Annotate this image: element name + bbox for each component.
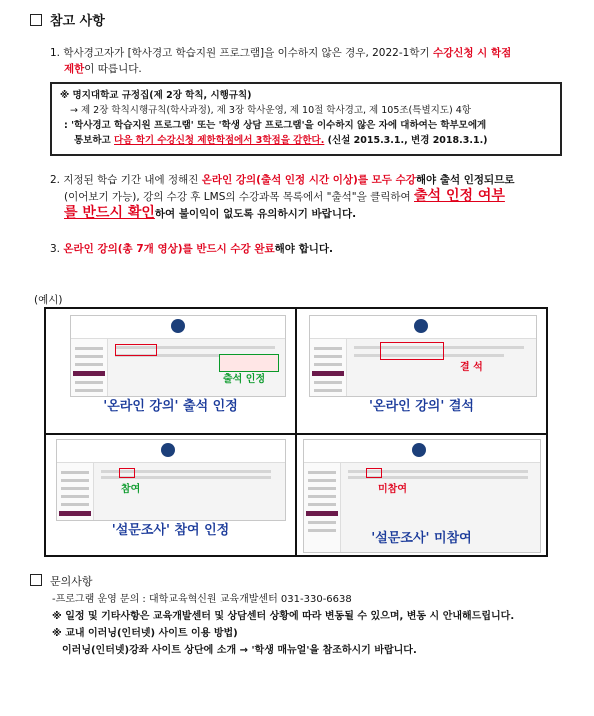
example-screenshot-grid [44, 307, 548, 557]
item-3: 3. 온라인 강의(총 7개 영상)를 반드시 수강 완료해야 합니다. [50, 243, 334, 255]
section-title-contact: 문의사항 [30, 573, 93, 589]
caption-survey-done: '설문조사' 참여 인정 [111, 523, 230, 538]
contact-line-2: ※ 일정 및 기타사항은 교육개발센터 및 상담센터 상황에 따라 변동될 수 있으며, 변동 시 안내해드립니다. [52, 611, 515, 622]
contact-info [52, 591, 582, 659]
item-1: 1. 학사경고자가 [학사경고 학습지원 프로그램]을 이수하지 않은 경우, 2022-1학기 수강신청 시 학점 제한이 따릅니다. [50, 47, 512, 75]
item-2: 2. 지정된 학습 기간 내에 정해진 온라인 강의(출석 인정 시간 이상)를 모두 수강해야 출석 인정되므로 (이어보기 가능), 강의 수강 후 LMS의 수강과목 목록에서 "출석"을 클릭하여 출석 인정 여부 를 반드시 확인하여 불이익이 없도록 유의하시기 바랍니다. [50, 174, 515, 221]
example-survey-missed [297, 435, 546, 555]
absent-mark: 결 석 [460, 362, 483, 373]
caption-online-absent: '온라인 강의' 결석 [369, 399, 474, 414]
checkbox-square-icon [30, 14, 42, 26]
note-line-2: : '학사경고 학습지원 프로그램' 또는 '학생 상담 프로그램'을 이수하지 않은 자에 대하여는 학부모에게 [64, 120, 487, 131]
example-online-attend [46, 309, 295, 433]
note-line-1: → 제 2장 학칙시행규칙(학사과정), 제 3장 학사운영, 제 10절 학사경고, 제 105조(특별지도) 4항 [70, 105, 471, 116]
example-online-absent [297, 309, 546, 433]
note-title: ※ 명지대학교 규정집(제 2장 학칙, 시행규칙) [60, 90, 252, 101]
lms-screenshot [309, 315, 537, 397]
lms-screenshot [70, 315, 286, 397]
example-survey-done [46, 435, 295, 555]
contact-line-4: 이러닝(인터넷)강좌 사이트 상단에 소개 → '학생 매뉴얼'을 참조하시기 바랍니다. [62, 645, 417, 656]
survey-missed-mark: 미참여 [378, 484, 407, 495]
regulation-note-box [50, 82, 562, 156]
caption-survey-missed: '설문조사' 미참여 [371, 531, 472, 546]
contact-line-3: ※ 교내 이러닝(인터넷) 사이트 이용 방법) [52, 628, 238, 639]
checkbox-square-icon [30, 574, 42, 586]
example-label: (예시) [34, 294, 63, 306]
attend-mark: 출석 인정 [223, 374, 266, 385]
section-title-reference: 참고 사항 [30, 10, 105, 29]
caption-online-attend: '온라인 강의' 출석 인정 [103, 399, 238, 414]
contact-line-1: -프로그램 운영 문의 : 대학교육혁신원 교육개발센터 031-330-6638 [52, 594, 352, 605]
survey-done-mark: 참여 [121, 484, 141, 495]
note-line-3: 통보하고 다음 학기 수강신청 제한학점에서 3학점을 감한다. (신설 2015.3.1., 변경 2018.3.1.) [74, 135, 488, 146]
lms-screenshot [56, 439, 286, 521]
